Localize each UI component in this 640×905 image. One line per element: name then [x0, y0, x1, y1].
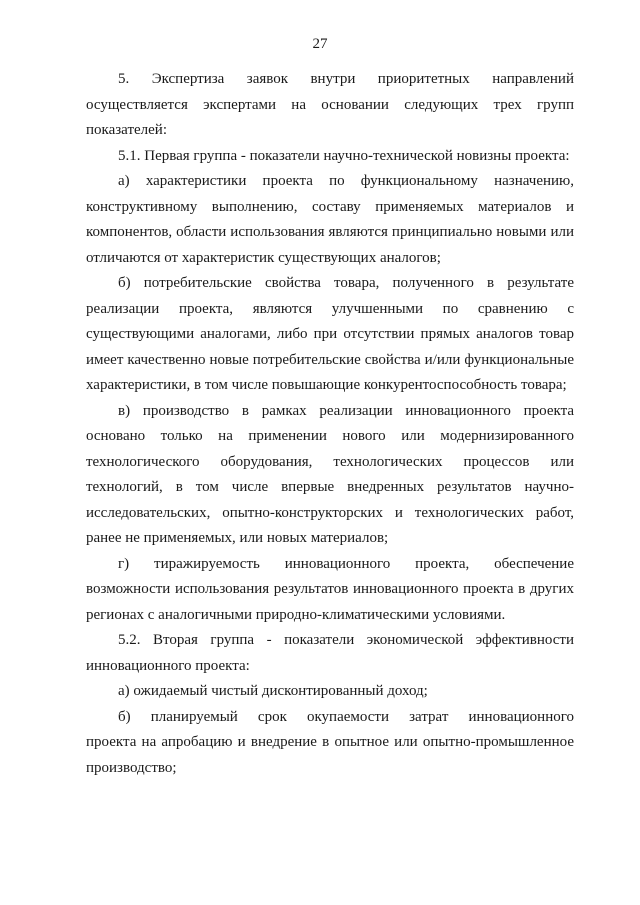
text-line: возможности использования результатов инновационного проекта в других	[86, 581, 574, 597]
text-line: б) потребительские свойства товара, полученного в результате	[118, 275, 574, 291]
text-line: производство;	[86, 759, 177, 776]
text-line: реализации проекта, являются улучшенными по сравнению с	[86, 300, 574, 317]
text-line: проекта на апробацию и внедрение в опытное или опытно-промышленное	[86, 734, 574, 750]
text-line: 5. Экспертиза заявок внутри приоритетных направлений	[118, 71, 574, 87]
paragraph-5-1-v	[86, 399, 574, 552]
page-number: 27	[312, 36, 328, 52]
text-line: конструктивному выполнению, составу применяемых материалов и	[86, 198, 574, 215]
text-line: б) планируемый срок окупаемости затрат инновационного	[118, 708, 574, 725]
text-line: технологий, в том числе впервые внедренных результатов научно-	[86, 479, 574, 495]
text-line: имеет качественно новые потребительские свойства и/или функциональные	[86, 351, 574, 368]
text-line: в) производство в рамках реализации инновационного проекта	[118, 402, 574, 419]
paragraph-5-2-b	[86, 705, 574, 782]
paragraph-5	[86, 67, 574, 144]
text-line: технологического оборудования, технологических процессов или	[86, 453, 574, 470]
paragraph-5-2	[86, 628, 574, 679]
paragraph-5-1-g	[86, 552, 574, 629]
text-line: 5.1. Первая группа - показатели научно-технической новизны проекта:	[118, 147, 570, 164]
paragraph-5-1-b	[86, 271, 574, 399]
text-line: существующими аналогами, либо при отсутствии прямых аналогов товар	[86, 326, 574, 342]
text-line: отличаются от характеристик существующих аналогов;	[86, 249, 441, 266]
text-line: 5.2. Вторая группа - показатели экономической эффективности	[118, 632, 574, 648]
paragraph-5-2-a	[86, 679, 574, 705]
text-line: компонентов, области использования являются принципиально новыми или	[86, 224, 574, 240]
text-line: регионах с аналогичными природно-климатическими условиями.	[86, 606, 506, 623]
paragraph-5-1	[86, 144, 574, 170]
text-line: характеристики, в том числе повышающие конкурентоспособность товара;	[86, 377, 567, 393]
text-line: основано только на применении нового или модернизированного	[86, 428, 574, 444]
body-text	[86, 67, 574, 781]
text-line: осуществляется экспертами на основании следующих трех групп	[86, 96, 574, 113]
text-line: г) тиражируемость инновационного проекта, обеспечение	[118, 555, 574, 572]
text-line: ранее не применяемых, или новых материалов;	[86, 530, 389, 546]
text-line: инновационного проекта:	[86, 657, 250, 674]
text-line: показателей:	[86, 122, 167, 138]
paragraph-5-1-a	[86, 169, 574, 271]
text-line: а) характеристики проекта по функциональному назначению,	[118, 173, 574, 189]
text-line: а) ожидаемый чистый дисконтированный доход;	[118, 683, 428, 699]
text-line: исследовательских, опытно-конструкторских и технологических работ,	[86, 504, 574, 521]
